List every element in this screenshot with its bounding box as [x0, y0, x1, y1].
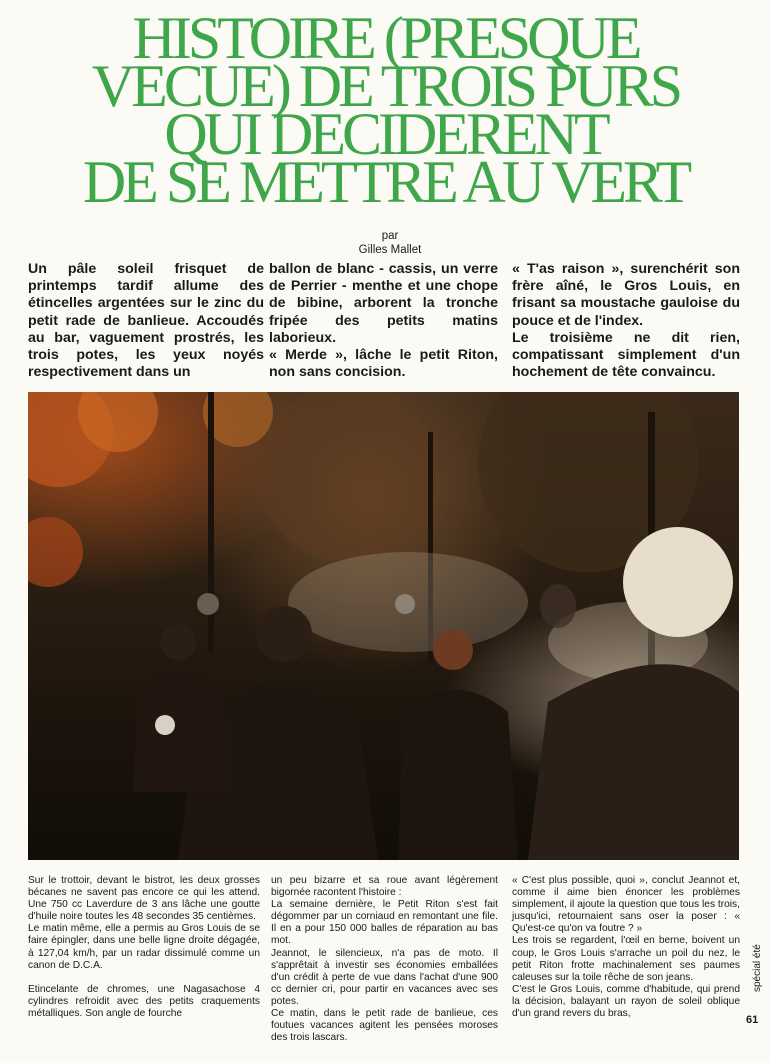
byline	[260, 229, 520, 257]
intro-paragraph: Un pâle soleil frisquet de printemps tardif allume des étincelles argentées sur le zinc du petit rade de banlieue. Accoudés au bar, vaguement prostrés, les trois potes, les yeux noyés respectivement dans un	[28, 261, 264, 381]
intro-column-1	[28, 261, 264, 381]
headline-line-4: DE SE METTRE AU VERT	[82, 149, 689, 215]
byline-prefix: par	[381, 230, 399, 242]
body-column-1	[28, 875, 260, 1020]
intro-column-3	[512, 261, 740, 381]
intro-paragraph: « T'as raison », surenchérit son frère aîné, le Gros Louis, en frisant sa moustache gauloise du pouce et de l'index.	[512, 261, 740, 329]
body-paragraph: Ce matin, dans le petit rade de banlieue, ces foutues vacances agitent les pensées moroses des trois lascars.	[271, 1008, 498, 1044]
article-headline	[10, 5, 761, 215]
intro-paragraph: ballon de blanc - cassis, un verre de Perrier - menthe et une chope de bibine, arborent la tronche fripée des petits matins laborieux.	[269, 261, 498, 346]
page-number: 61	[746, 1014, 759, 1026]
body-column-3	[512, 875, 740, 1020]
body-paragraph: « C'est plus possible, quoi », conclut Jeannot et, comme il aime bien énoncer les problèmes simplement, il ajoute la question que tous les trois, jusqu'ici, retournaient sans oser la poser : « Qu'est-ce qu'on va foutre ? »	[512, 875, 740, 935]
intro-paragraph: « Merde », lâche le petit Riton, non sans concision.	[269, 347, 498, 381]
body-paragraph: Les trois se regardent, l'œil en berne, boivent un coup, le Gros Louis s'arrache un poil du nez, le petit Riton frotte machinalement ses paumes caleuses sur la toile rêche de son jeans.	[512, 935, 740, 983]
section-label: spécial été	[752, 944, 763, 992]
headline-line-1: HISTOIRE (PRESQUE	[132, 5, 639, 71]
intro-paragraph: Le troisième ne dit rien, compatissant simplement d'un hochement de tête convaincu.	[512, 329, 740, 381]
headline-line-2: VECUE) DE TROIS PURS	[91, 53, 680, 119]
body-paragraph: Jeannot, le silencieux, n'a pas de moto. Il s'apprêtait à investir ses économies emballées d'un crédit à perte de vue dans l'achat d'une 900 cc dernier cri, pour partir en vacances avec ses potes.	[271, 947, 498, 1007]
photo-illustration	[28, 392, 739, 860]
body-paragraph: Sur le trottoir, devant le bistrot, les deux grosses bécanes ne savent pas encore ce qui les attend. Une 750 cc Laverdure de 3 ans lâche une goutte d'huile noire toutes les 48 secondes 35 centièmes.	[28, 875, 260, 923]
body-paragraph: Etincelante de chromes, une Nagasachose 4 cylindres refroidit avec des petits craquements métalliques. Son angle de fourche	[28, 983, 260, 1019]
headline-line-3: QUI DECIDERENT	[164, 101, 607, 167]
body-paragraph: un peu bizarre et sa roue avant légèrement bigornée racontent l'histoire :	[271, 875, 498, 899]
body-paragraph: C'est le Gros Louis, comme d'habitude, qui prend la décision, balayant un rayon de soleil oblique d'un grand revers du bras,	[512, 983, 740, 1020]
body-paragraph: Le matin même, elle a permis au Gros Louis de se faire épingler, dans une belle ligne droite dégagée, à 127,04 km/h, par un radar dissimulé comme un canon de D.C.A.	[28, 923, 260, 971]
intro-column-2	[269, 261, 498, 381]
byline-author: Gilles Mallet	[358, 244, 422, 256]
article-photo	[28, 392, 739, 860]
body-paragraph: La semaine dernière, le Petit Riton s'est fait dégommer par un corniaud en remontant une file. Il en a pour 150 000 balles de réparation au bas mot.	[271, 899, 498, 947]
body-column-2	[271, 875, 498, 1044]
